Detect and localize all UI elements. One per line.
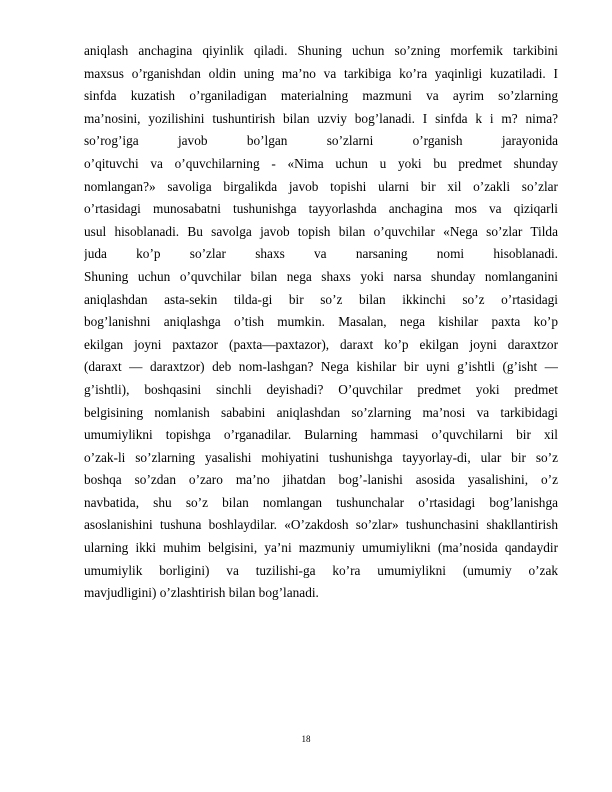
- text-line: o’rtasidagi munosabatni tushunishga tayyorlashda anchagina mos va qiziqarli: [84, 201, 558, 217]
- text-line: Shuning uchun o’quvchilar bilan nega shaxs yoki narsa shunday nomlanganini: [84, 268, 558, 284]
- text-line: so’rog’iga javob bo’lgan so’zlarni o’rganish jarayonida: [84, 133, 558, 149]
- text-line: ularning ikki muhim belgisini, ya’ni mazmuniy umumiylikni (ma’nosida qandaydir: [84, 540, 558, 556]
- text-line: (daraxt — daraxtzor) deb nom-lashgan? Nega kishilar bir uyni g’ishtli (g’isht —: [84, 359, 558, 375]
- text-line: navbatida, shu so’z bilan nomlangan tushunchalar o’rtasidagi bog’lanishga: [84, 494, 558, 510]
- text-line: o’qituvchi va o’quvchilarning - «Nima uchun u yoki bu predmet shunday: [84, 155, 558, 171]
- body-text: [84, 40, 558, 605]
- text-line: belgisining nomlanish sababini aniqlashdan so’zlarning ma’nosi va tarkibidagi: [84, 404, 558, 420]
- text-line: umumiylikni topishga o’rganadilar. Bularning hammasi o’quvchilarni bir xil: [84, 427, 558, 443]
- text-line: maxsus o’rganishdan oldin uning ma’no va tarkibiga ko’ra yaqinligi kuzatiladi. I: [84, 65, 558, 81]
- text-line: mavjudligini) o’zlashtirish bilan bog’lanadi.: [84, 585, 319, 601]
- text-line: asoslanishini tushuna boshlaydilar. «O’zakdosh so’zlar» tushunchasini shakllantirish: [84, 517, 558, 533]
- page-number: 18: [301, 734, 311, 744]
- text-line: aniqlash anchagina qiyinlik qiladi. Shuning uchun so’zning morfemik tarkibini: [84, 43, 558, 58]
- text-line: umumiylik borligini) va tuzilishi-ga ko’ra umumiylikni (umumiy o’zak: [84, 562, 558, 578]
- text-line: ma’nosini, yozilishini tushuntirish bilan uzviy bog’lanadi. I sinfda k i m? nima?: [84, 110, 558, 126]
- text-line: usul hisoblanadi. Bu savolga javob topish bilan o’quvchilar «Nega so’zlar Tilda: [84, 223, 558, 239]
- text-line: aniqlashdan asta-sekin tilda-gi bir so’z bilan ikkinchi so’z o’rtasidagi: [84, 291, 558, 307]
- text-line: g’ishtli), boshqasini sinchli deyishadi? O’quvchilar predmet yoki predmet: [84, 381, 558, 397]
- text-line: sinfda kuzatish o’rganiladigan materialning mazmuni va ayrim so’zlarning: [84, 88, 558, 104]
- text-line: ekilgan joyni paxtazor (paxta—paxtazor), daraxt ko’p ekilgan joyni daraxtzor: [84, 336, 558, 352]
- text-line: bog’lanishni aniqlashga o’tish mumkin. Masalan, nega kishilar paxta ko’p: [84, 314, 558, 330]
- text-line: nomlangan?» savoliga birgalikda javob topishi ularni bir xil o’zakli so’zlar: [84, 178, 558, 194]
- text-line: o’zak-li so’zlarning yasalishi mohiyatini tushunishga tayyorlay-di, ular bir so’z: [84, 449, 558, 465]
- text-line: juda ko’p so’zlar shaxs va narsaning nomi hisoblanadi.: [84, 246, 558, 262]
- text-line: boshqa so’zdan o’zaro ma’no jihatdan bog’-lanishi asosida yasalishini, o’z: [84, 472, 558, 488]
